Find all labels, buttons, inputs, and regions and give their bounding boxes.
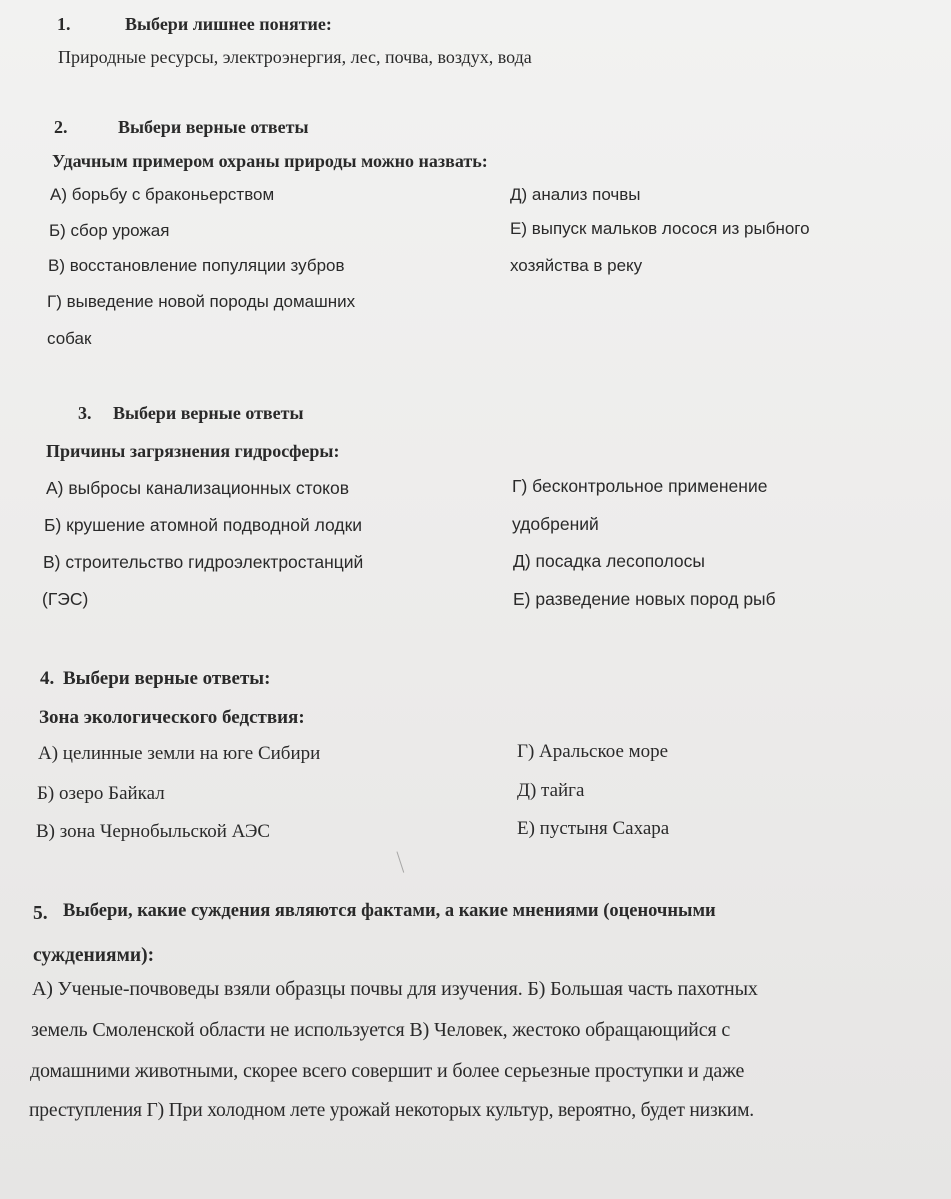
q5-title-line1: Выбери, какие суждения являются фактами, а какие мнениями (оценочными [63,901,716,921]
q2-option-e: Е) выпуск мальков лосося из рыбного [510,219,810,238]
q3-subtitle: Причины загрязнения гидросферы: [46,441,340,461]
q4-number: 4. [40,668,55,689]
q5-number: 5. [33,903,48,924]
q2-option-a: А) борьбу с браконьерством [50,185,275,204]
q4-subtitle: Зона экологического бедствия: [39,707,305,728]
q1-text: Природные ресурсы, электроэнергия, лес, почва, воздух, вода [58,47,532,67]
q5-title-line2: суждениями): [33,945,155,966]
q2-option-g: Г) выведение новой породы домашних [47,292,356,311]
q2-title: Выбери верные ответы [118,117,309,137]
q1-title: Выбери лишнее понятие: [125,14,332,34]
q4-option-e: Е) пустыня Сахара [517,818,670,839]
q3-option-v: В) строительство гидроэлектростанций [43,552,364,572]
q4-option-b: Б) озеро Байкал [37,783,165,804]
q3-option-d: Д) посадка лесополосы [513,551,705,571]
q2-option-g-cont: собак [47,329,92,348]
q2-option-b: Б) сбор урожая [49,221,170,240]
q3-option-a: А) выбросы канализационных стоков [46,478,350,498]
q5-line-3: домашними животными, скорее всего совершит и более серьезные проступки и даже [30,1060,745,1082]
q3-title: Выбери верные ответы [113,403,304,423]
q3-option-b: Б) крушение атомной подводной лодки [44,515,363,535]
q5-line-4: преступления Г) При холодном лете урожай некоторых культур, вероятно, будет низким. [29,1100,754,1121]
q4-title: Выбери верные ответы: [63,668,271,689]
q2-subtitle: Удачным примером охраны природы можно назвать: [52,151,488,171]
q4-option-d: Д) тайга [517,780,585,801]
q1-number: 1. [57,14,71,34]
q5-line-1: А) Ученые-почвоведы взяли образцы почвы для изучения. Б) Большая часть пахотных [32,978,758,1000]
q3-option-g-cont: удобрений [512,514,599,534]
q4-option-g: Г) Аральское море [517,741,669,762]
q4-option-v: В) зона Чернобыльской АЭС [36,821,271,842]
q2-number: 2. [54,117,68,137]
q3-number: 3. [78,403,92,423]
q3-option-v-cont: (ГЭС) [42,589,89,609]
pen-mark [391,851,404,874]
q5-line-2: земель Смоленской области не используется В) Человек, жестоко обращающийся с [31,1019,731,1041]
q3-option-e: Е) разведение новых пород рыб [513,589,776,609]
q3-option-g: Г) бесконтрольное применение [512,476,768,496]
q2-option-d: Д) анализ почвы [510,185,641,204]
q4-option-a: А) целинные земли на юге Сибири [38,743,321,764]
q2-option-e-cont: хозяйства в реку [510,256,643,275]
q2-option-v: В) восстановление популяции зубров [48,256,345,275]
